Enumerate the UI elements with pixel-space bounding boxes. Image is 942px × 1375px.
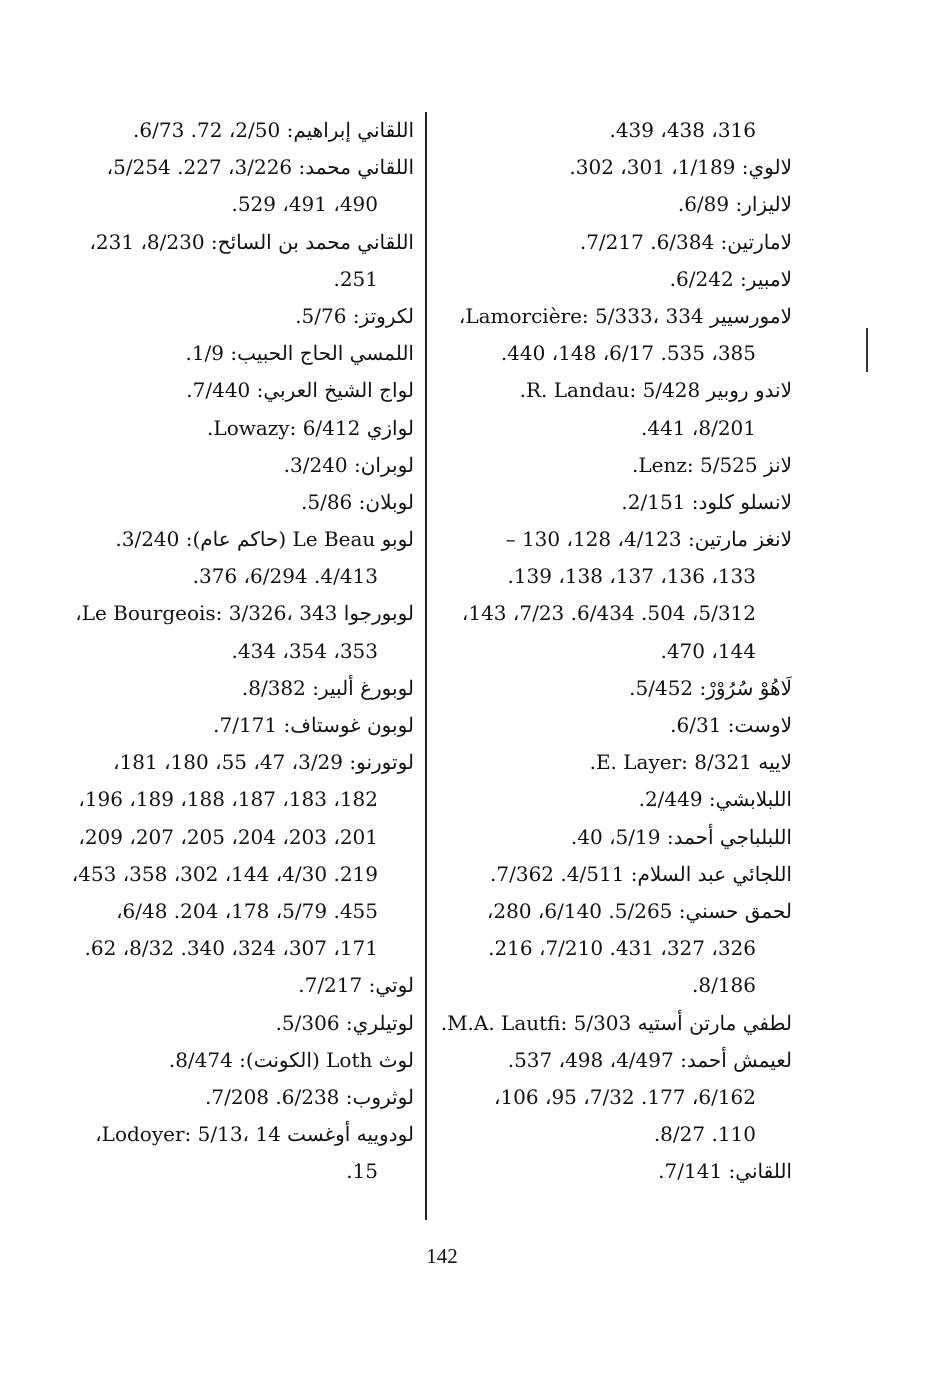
index-entry-continuation: 455. 5/79، 178، 204. 6/48،	[116, 898, 378, 923]
index-entry-continuation: 385، 535. 6/17، 148، 440.	[500, 341, 756, 366]
page-number: 142	[426, 1244, 458, 1268]
index-entry: لوتي: 7/217.	[298, 973, 414, 998]
index-entry: لاوست: 6/31.	[670, 713, 792, 737]
index-entry: لاييه E. Layer: 8/321.	[589, 750, 792, 775]
index-column-right	[420, 112, 792, 1190]
index-entry-continuation: 6/162، 177. 7/32، 95، 106،	[493, 1084, 756, 1109]
index-entry: لَاهُوْ سُرُوْرْ: 5/452.	[629, 675, 792, 700]
index-entry-continuation: 5/312، 504. 6/434. 7/23، 143،	[461, 601, 756, 626]
index-entry: لوبورجوا Le Bourgeois: 3/326، 343،	[75, 601, 414, 626]
index-entry-continuation: 133، 136، 137، 138، 139.	[507, 564, 756, 589]
index-entry: لوبلان: 5/86.	[301, 489, 414, 514]
index-entry-continuation: 201، 203، 204، 205، 207، 209،	[78, 824, 378, 849]
index-entry: لعيمش أحمد: 4/497، 498، 537.	[507, 1047, 792, 1072]
index-entry: اللجائي عبد السلام: 4/511. 7/362.	[490, 861, 792, 886]
index-entry: لانسلو كلود: 2/151.	[621, 489, 792, 514]
index-entry-continuation: 182، 183، 187، 188، 189، 196،	[78, 787, 378, 812]
index-entry: لانز Lenz: 5/525.	[631, 452, 792, 477]
index-entry: اللمسي الحاج الحبيب: 1/9.	[185, 341, 414, 366]
index-entry: لاليزار: 6/89.	[677, 192, 792, 217]
index-entry: لودوييه أوغست Lodoyer: 5/13، 14،	[95, 1122, 414, 1147]
index-entry: لوتورنو: 3/29، 47، 55، 180، 181،	[113, 750, 414, 775]
index-entry: لكروتز: 5/76.	[295, 303, 414, 328]
index-entry-continuation: 171، 307، 324، 340. 8/32، 62.	[84, 936, 378, 961]
index-entry: اللقاني محمد بن السائح: 8/230، 231،	[89, 229, 414, 254]
index-entry-continuation: 8/201، 441.	[641, 415, 756, 440]
index-entry: لوبران: 3/240.	[283, 452, 414, 477]
index-entry-continuation: 4/413. 6/294، 376.	[192, 564, 378, 589]
index-entry-continuation: 326، 327، 431. 7/210، 216.	[488, 936, 756, 961]
index-entry-continuation: 144، 470.	[660, 638, 756, 663]
index-entry: لوبو Le Beau (حاكم عام): 3/240.	[115, 527, 414, 552]
index-entry: لانغز مارتين: 4/123، 128، 130 –	[505, 527, 792, 552]
index-entry: لحمق حسني: 5/265. 6/140، 280،	[486, 898, 792, 923]
index-entry: لاندو روبير R. Landau: 5/428.	[519, 378, 792, 403]
index-entry-continuation: 15.	[346, 1159, 378, 1184]
index-entry-continuation: 490، 491، 529.	[231, 192, 378, 217]
index-entry-continuation: 316، 438، 439.	[609, 118, 756, 142]
index-entry: لوازي Lowazy: 6/412.	[207, 415, 414, 440]
index-entry: لوثروب: 6/238. 7/208.	[205, 1084, 414, 1109]
index-entry: لواج الشيخ العربي: 7/440.	[186, 378, 414, 403]
index-entry: اللقاني محمد: 3/226، 227. 5/254،	[106, 155, 414, 180]
index-entry: لامارتين: 6/384. 7/217.	[579, 229, 792, 254]
index-entry-continuation: 8/186.	[692, 973, 756, 998]
index-entry: اللقاني: 7/141.	[658, 1159, 792, 1184]
index-entry: لطفي مارتن أستيه M.A. Lautfi: 5/303.	[440, 1010, 792, 1035]
index-entry: لوبورغ ألبير: 8/382.	[241, 675, 414, 700]
index-entry-continuation: 353، 354، 434.	[231, 638, 378, 663]
index-entry-continuation: 219. 4/30، 144، 302، 358، 453،	[71, 861, 378, 886]
index-entry-continuation: 251.	[333, 266, 378, 291]
index-entry: لامورسيير Lamorcière: 5/333، 334،	[458, 303, 792, 328]
margin-mark	[866, 328, 868, 372]
index-column-left	[22, 112, 414, 1190]
index-entry: لوث Loth (الكونت): 8/474.	[168, 1047, 414, 1072]
index-entry: اللبلابشي: 2/449.	[638, 787, 792, 812]
index-entry: اللبلباجي أحمد: 5/19، 40.	[570, 824, 792, 849]
index-entry-continuation: 110. 8/27.	[653, 1122, 756, 1147]
index-entry: اللقاني إبراهيم: 2/50، 72. 6/73.	[133, 118, 414, 142]
index-entry: لوتيلري: 5/306.	[275, 1010, 414, 1035]
index-entry: لالوي: 1/189، 301، 302.	[569, 155, 792, 180]
index-entry: لامبير: 6/242.	[669, 266, 792, 291]
index-entry: لوبون غوستاف: 7/171.	[213, 713, 414, 737]
column-divider	[425, 112, 427, 1220]
